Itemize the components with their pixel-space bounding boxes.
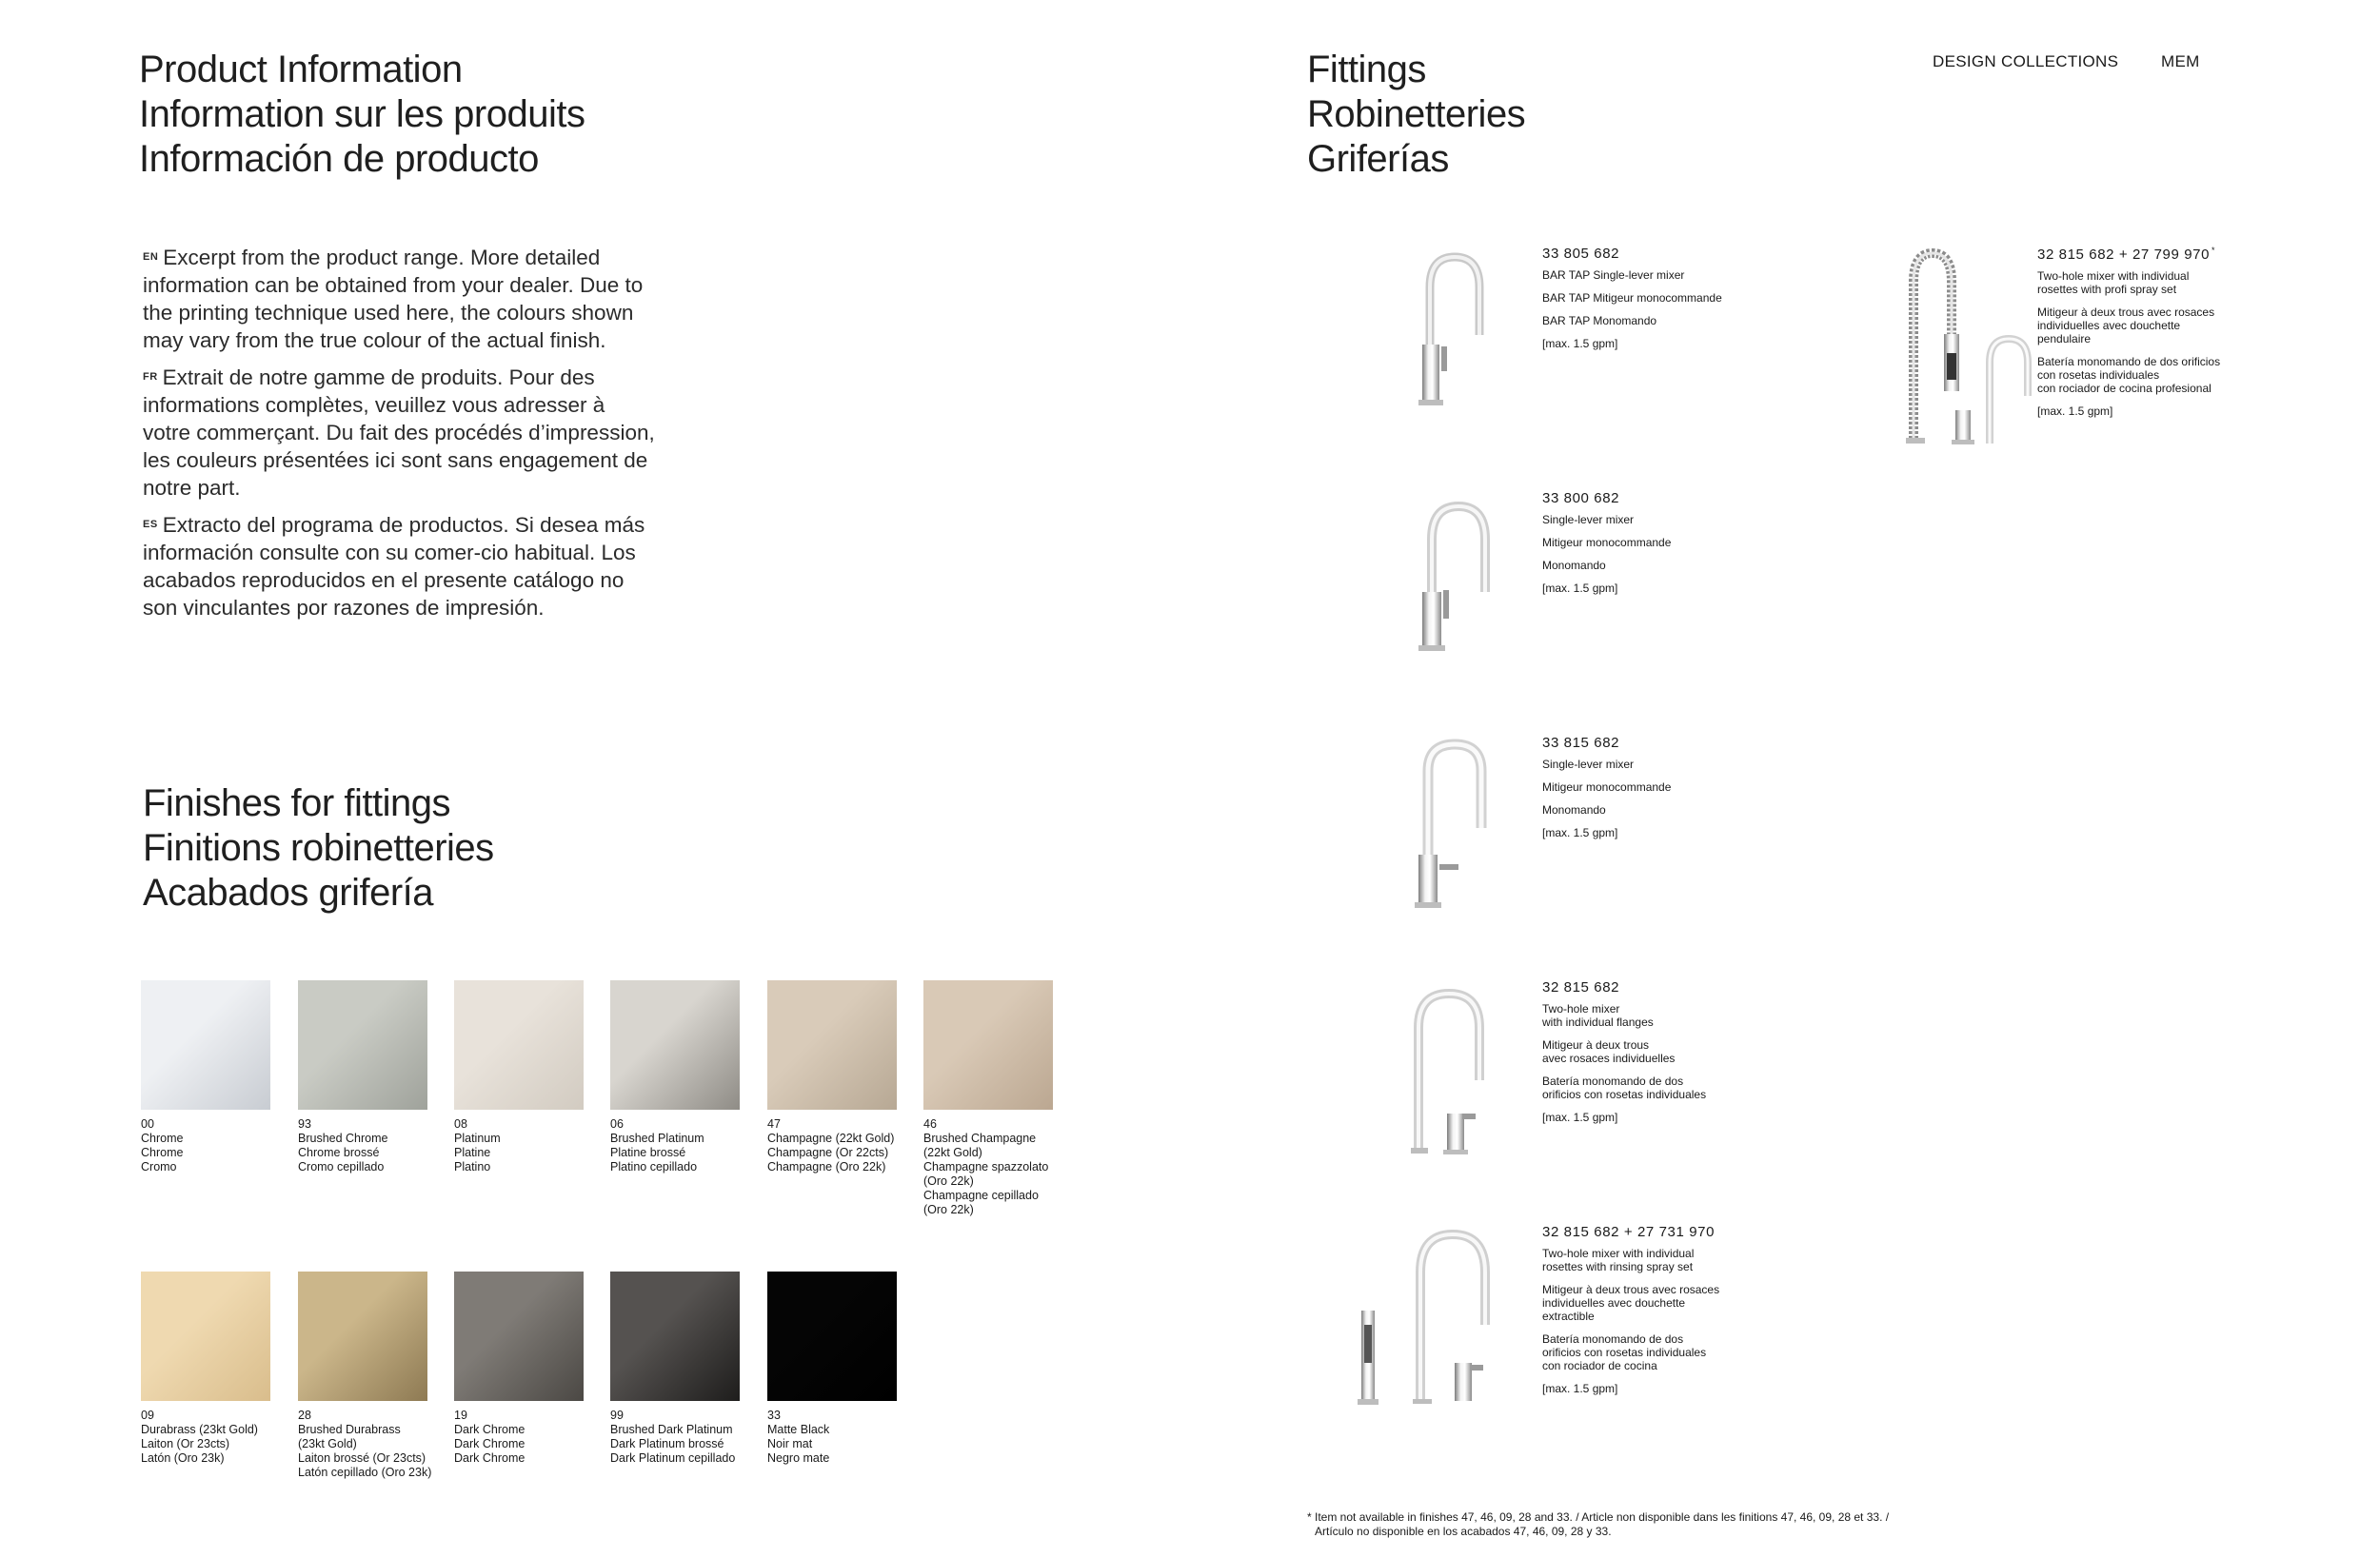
finish-caption-28 xyxy=(298,1409,450,1480)
product-flow-rate: [max. 1.5 gpm] xyxy=(1542,1382,1618,1395)
tap-single-lever-image-1 xyxy=(1409,487,1495,659)
lang-tag-fr: FR xyxy=(143,371,158,383)
finish-name-line: Durabrass (23kt Gold) xyxy=(141,1423,258,1436)
heading-line-fr: Information sur les produits xyxy=(139,93,585,135)
intro-paragraph-en xyxy=(143,244,657,354)
finish-code: 06 xyxy=(610,1117,624,1131)
product-desc-en: Single-lever mixer xyxy=(1542,513,1635,526)
product-code: 32 815 682 + 27 731 970 xyxy=(1542,1224,1716,1240)
finish-name-line: Dark Chrome xyxy=(454,1451,526,1465)
fittings-heading-fr: Robinetteries xyxy=(1307,93,1526,135)
intro-paragraph-fr xyxy=(143,364,657,502)
nav-design-collections[interactable]: DESIGN COLLECTIONS xyxy=(1933,52,2119,70)
footnote xyxy=(1307,1510,1889,1539)
finish-name-line: Noir mat xyxy=(767,1437,813,1450)
footnote-line-1: * Item not available in finishes 47, 46, 09, 28 and 33. / Article non disponible dans les finitions 47, 46, 09, 28 et 33. / xyxy=(1307,1510,1890,1524)
finish-swatch-00 xyxy=(141,980,270,1110)
finish-code: 00 xyxy=(141,1117,154,1131)
fittings-heading-en: Fittings xyxy=(1307,49,1426,90)
tap-two-hole-rinsing-spray-image xyxy=(1348,1220,1519,1410)
finish-name-line: Champagne (22kt Gold) xyxy=(767,1132,895,1145)
finish-name-line: Platino cepillado xyxy=(610,1160,698,1173)
finish-name-line: Dark Chrome xyxy=(454,1423,526,1436)
product-desc-en: Two-hole mixer with individual flanges xyxy=(1542,1002,1654,1029)
finish-code: 46 xyxy=(923,1117,937,1131)
footnote-marker: * xyxy=(2211,246,2216,255)
product-desc-es: Monomando xyxy=(1542,803,1606,817)
product-code: 33 805 682 xyxy=(1542,246,1620,262)
product-desc-fr: Mitigeur à deux trous avec rosaces individuelles xyxy=(1542,1038,1676,1065)
tap-two-hole-image xyxy=(1396,980,1510,1161)
finish-name-line: Champagne spazzolato xyxy=(923,1160,1049,1173)
product-code xyxy=(2037,246,2294,263)
product-desc-fr: Mitigeur monocommande xyxy=(1542,780,1672,794)
finishes-heading-en: Finishes for fittings xyxy=(143,782,450,824)
finish-name-line: Negro mate xyxy=(767,1451,830,1465)
finish-name-line: Platino xyxy=(454,1160,491,1173)
heading-line-en: Product Information xyxy=(139,49,463,90)
finish-name-line: Brushed Champagne xyxy=(923,1132,1037,1145)
product-desc-es: Batería monomando de dos orificios con rosetas individuales con rociador de cocina xyxy=(1542,1332,1707,1372)
finish-caption-47 xyxy=(767,1117,920,1174)
product-flow-rate: [max. 1.5 gpm] xyxy=(2037,404,2113,418)
finish-code: 93 xyxy=(298,1117,311,1131)
finish-code: 28 xyxy=(298,1409,311,1422)
finish-name-line: Dark Platinum brossé xyxy=(610,1437,724,1450)
product-flow-rate: [max. 1.5 gpm] xyxy=(1542,1111,1618,1124)
finish-name-line: Platine brossé xyxy=(610,1146,686,1159)
finish-name-line: (Oro 22k) xyxy=(923,1203,974,1216)
finish-caption-08 xyxy=(454,1117,606,1174)
product-32-815-682 xyxy=(1542,979,1780,1124)
finish-name-line: Dark Chrome xyxy=(454,1437,526,1450)
finish-name-line: Chrome xyxy=(141,1132,184,1145)
finish-swatch-33 xyxy=(767,1272,897,1401)
finish-name-line: Chrome brossé xyxy=(298,1146,380,1159)
finishes-heading xyxy=(143,781,494,916)
finish-code: 09 xyxy=(141,1409,154,1422)
finish-caption-19 xyxy=(454,1409,606,1466)
finish-code: 99 xyxy=(610,1409,624,1422)
product-desc-es: Batería monomando de dos orificios con rosetas individuales xyxy=(1542,1075,1707,1101)
product-desc-fr: Mitigeur à deux trous avec rosaces individuelles avec douchette extractible xyxy=(1542,1283,1720,1323)
product-desc-en: Two-hole mixer with individual rosettes with profi spray set xyxy=(2037,269,2190,296)
finish-name-line: Cromo cepillado xyxy=(298,1160,385,1173)
finish-swatch-47 xyxy=(767,980,897,1110)
finish-swatch-06 xyxy=(610,980,740,1110)
product-desc-fr: Mitigeur monocommande xyxy=(1542,536,1672,549)
finish-swatch-46 xyxy=(923,980,1053,1110)
finish-name-line: Platine xyxy=(454,1146,491,1159)
intro-paragraph-es xyxy=(143,511,657,621)
finish-caption-09 xyxy=(141,1409,293,1466)
finish-caption-00 xyxy=(141,1117,293,1174)
lang-tag-es: ES xyxy=(143,519,158,530)
finish-name-line: Champagne cepillado xyxy=(923,1189,1039,1202)
finishes-heading-es: Acabados grifería xyxy=(143,872,434,914)
product-flow-rate: [max. 1.5 gpm] xyxy=(1542,337,1618,350)
tap-profi-spray-image xyxy=(1885,244,2047,453)
footnote-line-2: Artículo no disponible en los acabados 47, 46, 09, 28 y 33. xyxy=(1315,1525,1612,1538)
finish-name-line: Brushed Dark Platinum xyxy=(610,1423,733,1436)
finish-code: 47 xyxy=(767,1117,781,1131)
finish-swatch-09 xyxy=(141,1272,270,1401)
finish-name-line: Brushed Durabrass xyxy=(298,1423,401,1436)
product-desc-fr: BAR TAP Mitigeur monocommande xyxy=(1542,291,1722,305)
product-33-805-682 xyxy=(1542,246,1780,350)
finish-name-line: Platinum xyxy=(454,1132,501,1145)
tap-single-lever-image-2 xyxy=(1405,733,1500,914)
product-desc-en: Two-hole mixer with individual rosettes with rinsing spray set xyxy=(1542,1247,1695,1273)
fittings-heading xyxy=(1307,48,1525,182)
finish-name-line: Brushed Platinum xyxy=(610,1132,704,1145)
product-desc-en: BAR TAP Single-lever mixer xyxy=(1542,268,1685,282)
finish-name-line: Chrome xyxy=(141,1146,184,1159)
finish-caption-93 xyxy=(298,1117,450,1174)
fittings-heading-es: Griferías xyxy=(1307,138,1449,180)
finish-caption-46 xyxy=(923,1117,1076,1217)
finish-name-line: Brushed Chrome xyxy=(298,1132,388,1145)
product-32-815-682-27-731-970 xyxy=(1542,1224,1780,1395)
product-code: 32 815 682 xyxy=(1542,979,1620,996)
finish-caption-33 xyxy=(767,1409,920,1466)
finish-caption-99 xyxy=(610,1409,763,1466)
nav-mem[interactable]: MEM xyxy=(2161,52,2200,70)
finish-name-line: Latón cepillado (Oro 23k) xyxy=(298,1466,432,1479)
finish-name-line: Champagne (Oro 22k) xyxy=(767,1160,886,1173)
product-desc-es: BAR TAP Monomando xyxy=(1542,314,1657,327)
finish-swatch-99 xyxy=(610,1272,740,1401)
product-33-800-682 xyxy=(1542,490,1780,595)
product-code-text: 32 815 682 + 27 799 970 xyxy=(2037,247,2211,263)
finish-name-line: Dark Platinum cepillado xyxy=(610,1451,736,1465)
finish-code: 08 xyxy=(454,1117,467,1131)
product-desc-es: Batería monomando de dos orificios con rosetas individuales con rociador de cocina profesional xyxy=(2037,355,2221,395)
finishes-heading-fr: Finitions robinetteries xyxy=(143,827,494,869)
finish-swatch-28 xyxy=(298,1272,427,1401)
product-33-815-682 xyxy=(1542,735,1780,839)
finish-name-line: (22kt Gold) xyxy=(923,1146,982,1159)
finish-code: 19 xyxy=(454,1409,467,1422)
product-desc-fr: Mitigeur à deux trous avec rosaces individuelles avec douchette pendulaire xyxy=(2037,306,2215,345)
finish-name-line: Laiton (Or 23cts) xyxy=(141,1437,230,1450)
finish-name-line: Champagne (Or 22cts) xyxy=(767,1146,889,1159)
finish-caption-06 xyxy=(610,1117,763,1174)
finish-name-line: Matte Black xyxy=(767,1423,830,1436)
tap-bar-tap-image xyxy=(1409,240,1495,411)
finish-swatch-93 xyxy=(298,980,427,1110)
product-flow-rate: [max. 1.5 gpm] xyxy=(1542,826,1618,839)
product-info-text xyxy=(143,244,657,631)
product-flow-rate: [max. 1.5 gpm] xyxy=(1542,582,1618,595)
finish-name-line: (Oro 22k) xyxy=(923,1174,974,1188)
product-desc-es: Monomando xyxy=(1542,559,1606,572)
finish-swatch-08 xyxy=(454,980,584,1110)
finish-name-line: Cromo xyxy=(141,1160,177,1173)
intro-text-en: Excerpt from the product range. More detailed information can be obtained from your dealer. Due to the printing technique used here, the colours shown may vary from the true colour of the actual finish. xyxy=(143,246,644,352)
product-desc-en: Single-lever mixer xyxy=(1542,758,1635,771)
product-code: 33 800 682 xyxy=(1542,490,1620,506)
finish-name-line: Laiton brossé (Or 23cts) xyxy=(298,1451,426,1465)
heading-line-es: Información de producto xyxy=(139,138,539,180)
intro-text-es: Extracto del programa de productos. Si desea más información consulte con su comer-cio habitual. Los acabados reproducidos en el presente catálogo no son vinculantes por razones de impresión. xyxy=(143,513,645,620)
lang-tag-en: EN xyxy=(143,251,159,263)
finish-name-line: Latón (Oro 23k) xyxy=(141,1451,225,1465)
product-info-heading xyxy=(139,48,585,182)
intro-text-fr: Extrait de notre gamme de produits. Pour des informations complètes, veuillez vous adresser à votre commerçant. Du fait des procédés d’impression, les couleurs présentées ici sont sans engagement de notre part. xyxy=(143,365,655,500)
finish-name-line: (23kt Gold) xyxy=(298,1437,357,1450)
product-32-815-682-27-799-970 xyxy=(2037,246,2294,418)
product-code: 33 815 682 xyxy=(1542,735,1620,751)
finish-swatch-19 xyxy=(454,1272,584,1401)
finish-code: 33 xyxy=(767,1409,781,1422)
